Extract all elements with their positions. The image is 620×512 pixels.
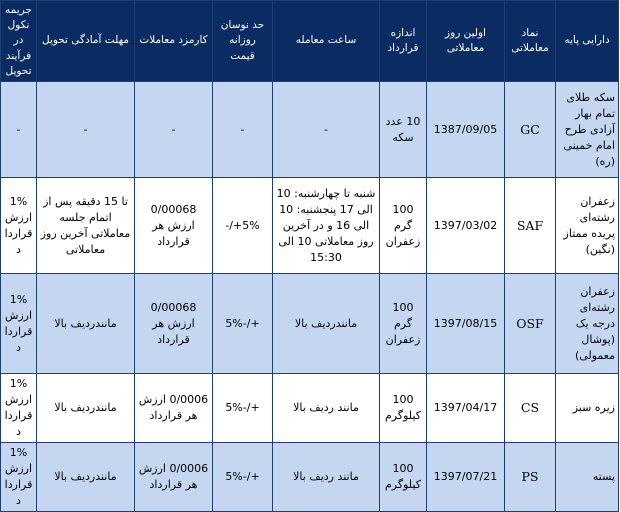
table-row <box>1 274 619 374</box>
cell-contract-size: 100 گرم زعفران <box>380 178 427 274</box>
cell-contract-size: 100 کیلوگرم <box>380 374 427 443</box>
cell-default-penalty: - <box>1 82 37 178</box>
cell-price-limit: +/-5% <box>213 374 273 443</box>
cell-symbol: GC <box>505 82 556 178</box>
cell-contract-size: 100 کیلوگرم <box>380 442 427 511</box>
cell-first-day: 1397/03/02 <box>427 178 505 274</box>
header-first-day: اولین روز معاملاتی <box>427 1 505 82</box>
cell-contract-size: 10 عدد سکه <box>380 82 427 178</box>
table-row <box>1 374 619 443</box>
cell-fee: 0/00068 ارزش هر قرارداد <box>135 274 213 374</box>
cell-trading-hours: مانند ردیف بالا <box>273 442 380 511</box>
cell-price-limit: +/-5% <box>213 442 273 511</box>
cell-delivery-deadline: مانندردیف بالا <box>37 274 135 374</box>
cell-fee: 0/0006 ارزش هر قرارداد <box>135 374 213 443</box>
cell-fee: - <box>135 82 213 178</box>
cell-first-day: 1387/09/05 <box>427 82 505 178</box>
cell-default-penalty: 1% ارزش قرارداد <box>1 178 37 274</box>
cell-contract-size: 100 گرم زعفران <box>380 274 427 374</box>
cell-symbol: SAF <box>505 178 556 274</box>
table-row <box>1 82 619 178</box>
header-delivery-deadline: مهلت آمادگی تحویل <box>37 1 135 82</box>
cell-trading-hours: شنبه تا چهارشنبه: 10 الی 17 پنجشنبه: 10 الی 16 و در آخرین روز معاملاتی 10 الی 15:30 <box>273 178 380 274</box>
header-row <box>1 1 619 82</box>
cell-price-limit: 5%+/- <box>213 178 273 274</box>
cell-default-penalty: 1% ارزش قرارداد <box>1 442 37 511</box>
cell-asset: زیره سبز <box>556 374 619 443</box>
table-row <box>1 442 619 511</box>
header-fee: کارمزد معاملات <box>135 1 213 82</box>
cell-trading-hours: مانندردیف بالا <box>273 274 380 374</box>
cell-trading-hours: - <box>273 82 380 178</box>
cell-symbol: PS <box>505 442 556 511</box>
cell-first-day: 1397/07/21 <box>427 442 505 511</box>
cell-fee: 0/0006 ارزش هر قرارداد <box>135 442 213 511</box>
header-symbol: نماد معاملاتی <box>505 1 556 82</box>
cell-symbol: OSF <box>505 274 556 374</box>
header-default-penalty: جریمه نکول در فرآیند تحویل <box>1 1 37 82</box>
header-asset: دارایی پایه <box>556 1 619 82</box>
cell-first-day: 1397/08/15 <box>427 274 505 374</box>
cell-price-limit: - <box>213 82 273 178</box>
cell-delivery-deadline: تا 15 دقیقه پس از اتمام جلسه معاملاتی آخرین روز معاملاتی <box>37 178 135 274</box>
header-trading-hours: ساعت معامله <box>273 1 380 82</box>
cell-symbol: CS <box>505 374 556 443</box>
cell-delivery-deadline: - <box>37 82 135 178</box>
cell-price-limit: +/-5% <box>213 274 273 374</box>
cell-first-day: 1397/04/17 <box>427 374 505 443</box>
header-price-limit: حد نوسان روزانه قیمت <box>213 1 273 82</box>
cell-asset: سکه طلای تمام بهار آزادی طرح امام خمینی (ره) <box>556 82 619 178</box>
table-row <box>1 178 619 274</box>
cell-default-penalty: 1% ارزش قرارداد <box>1 274 37 374</box>
cell-fee: 0/00068 ارزش هر قرارداد <box>135 178 213 274</box>
cell-asset: زعفران رشته‌ای پریده ممتاز (نگین) <box>556 178 619 274</box>
cell-asset: زعفران رشته‌ای درجه یک (پوشال معمولی) <box>556 274 619 374</box>
cell-asset: پسته <box>556 442 619 511</box>
cell-trading-hours: مانند ردیف بالا <box>273 374 380 443</box>
header-contract-size: اندازه قرارداد <box>380 1 427 82</box>
cell-default-penalty: 1% ارزش قرارداد <box>1 374 37 443</box>
cell-delivery-deadline: مانندردیف بالا <box>37 442 135 511</box>
cell-delivery-deadline: مانندردیف بالا <box>37 374 135 443</box>
